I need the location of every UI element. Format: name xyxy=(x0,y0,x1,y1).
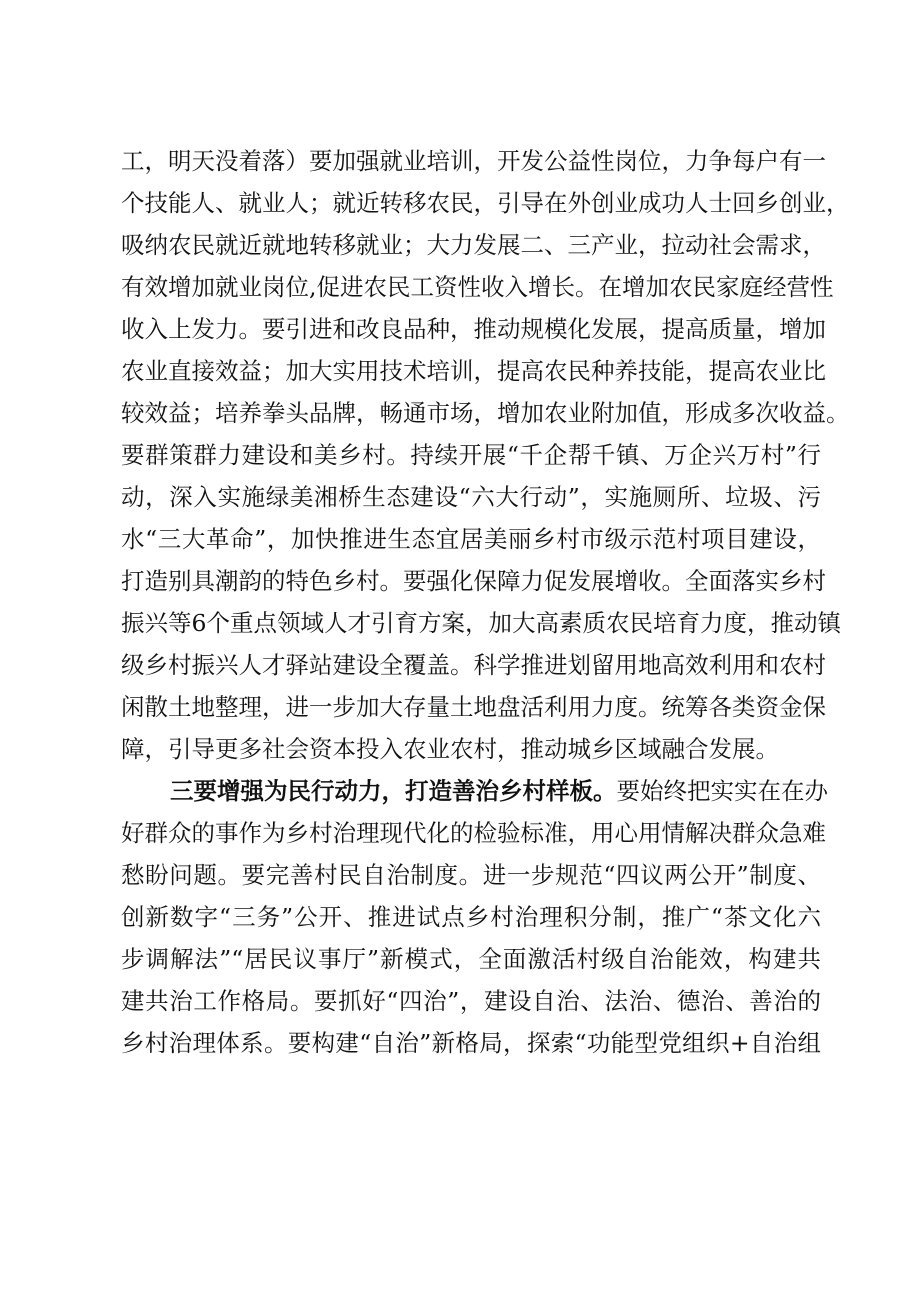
body-text-line: 闲散土地整理，进一步加大存量土地盘活利用力度。统筹各类资金保 xyxy=(121,693,826,721)
body-text-line: 农业直接效益；加大实用技术培训，提高农民种养技能，提高农业比 xyxy=(121,357,826,385)
body-text-line: 工，明天没着落）要加强就业培训，开发公益性岗位，力争每户有一 xyxy=(121,147,826,175)
body-text-span: 要始终把实实在在办 xyxy=(616,777,828,805)
body-text-line: 级乡村振兴人才驿站建设全覆盖。科学推进划留用地高效利用和农村 xyxy=(121,651,826,679)
body-text-line: 动，深入实施绿美湘桥生态建设“六大行动”，实施厕所、垃圾、污 xyxy=(121,483,821,511)
body-text-line: 水“三大革命”，加快推进生态宜居美丽乡村市级示范村项目建设， xyxy=(121,525,821,553)
body-text-line: 个技能人、就业人；就近转移农民，引导在外创业成功人士回乡创业， xyxy=(121,189,850,217)
body-text-line: 愁盼问题。要完善村民自治制度。进一步规范“四议两公开”制度、 xyxy=(121,861,821,889)
body-text-line: 障，引导更多社会资本投入农业农村，推动城乡区域融合发展。 xyxy=(121,735,779,763)
body-text-line: 要群策群力建设和美乡村。持续开展“千企帮千镇、万企兴万村”行 xyxy=(121,441,821,469)
body-text-line: 打造别具潮韵的特色乡村。要强化保障力促发展增收。全面落实乡村 xyxy=(121,567,826,595)
body-text-line: 建共治工作格局。要抓好“四治”，建设自治、法治、德治、善治的 xyxy=(121,987,821,1015)
body-text-line: 振兴等6个重点领域人才引育方案，加大高素质农民培育力度，推动镇 xyxy=(121,609,841,637)
body-text-line: 好群众的事作为乡村治理现代化的检验标准，用心用情解决群众急难 xyxy=(121,819,826,847)
body-text-line: 吸纳农民就近就地转移就业；大力发展二、三产业，拉动社会需求， xyxy=(121,231,826,259)
body-text-line: 收入上发力。要引进和改良品种，推动规模化发展，提高质量，增加 xyxy=(121,315,826,343)
body-text-line: 较效益；培养拳头品牌，畅通市场，增加农业附加值，形成多次收益。 xyxy=(121,399,850,427)
body-text-line: 步调解法”“居民议事厅”新模式，全面激活村级自治能效，构建共 xyxy=(121,945,821,973)
body-text-line: 有效增加就业岗位,促进农民工资性收入增长。在增加农民家庭经营性 xyxy=(121,273,834,301)
body-text-line: 创新数字“三务”公开、推进试点乡村治理积分制，推广“茶文化六 xyxy=(121,903,821,931)
section-heading: 三要增强为民行动力，打造善治乡村样板。 xyxy=(170,777,617,805)
paragraph-first-line xyxy=(170,772,828,810)
body-text-line: 乡村治理体系。要构建“自治”新格局，探索“功能型党组织+自治组 xyxy=(121,1029,821,1057)
